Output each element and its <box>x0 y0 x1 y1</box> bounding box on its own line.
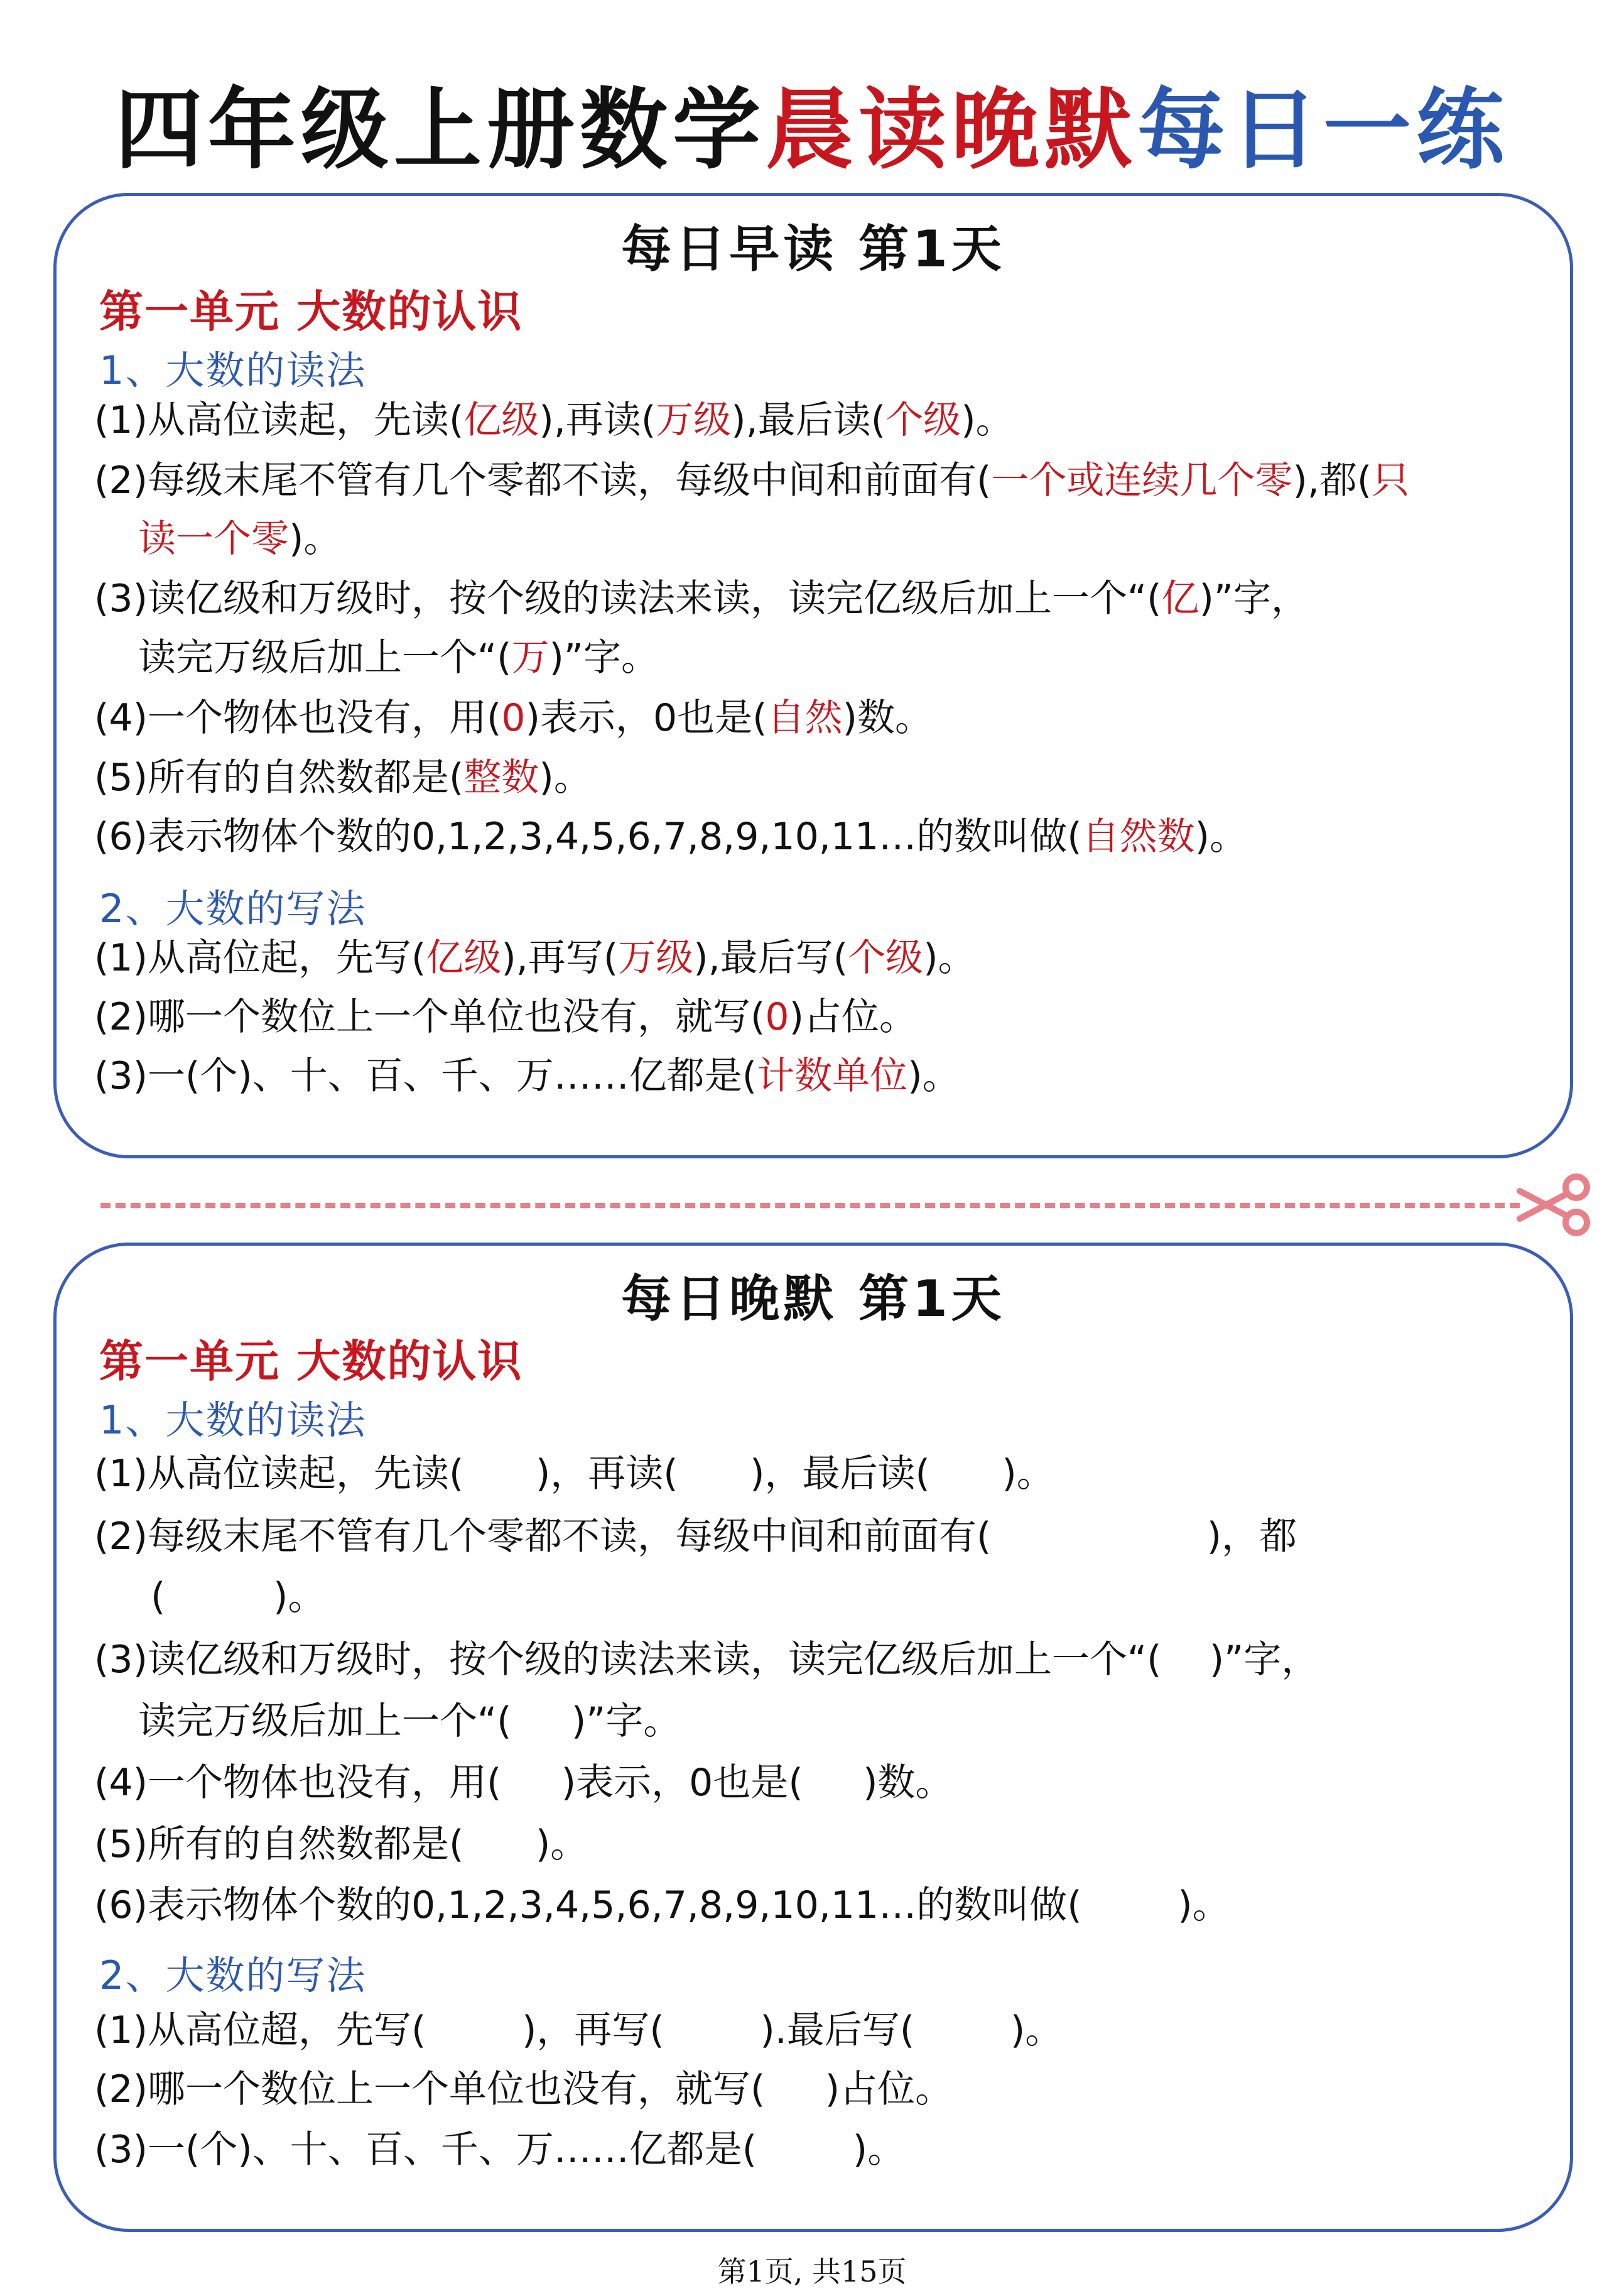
answer: 万级 <box>618 936 694 980</box>
answer: 0 <box>501 696 526 740</box>
evening-section-reading: 1、大数的读法 <box>99 1397 367 1443</box>
page-title <box>0 60 1624 186</box>
morning-rule-4: (4)一个物体也没有，用(0)表示，0也是(自然)数。 <box>94 696 933 740</box>
page-footer: 第1页, 共15页 <box>717 2255 907 2288</box>
scissors-icon <box>1513 1173 1595 1236</box>
evening-rule-4: (4)一个物体也没有，用( )表示，0也是( )数。 <box>94 1761 953 1805</box>
morning-section-reading: 1、大数的读法 <box>99 347 367 393</box>
answer: 整数 <box>463 756 539 800</box>
evening-write-1: (1)从高位超，先写( )，再写( ).最后写( )。 <box>94 2008 1063 2052</box>
answer: 万级 <box>656 398 732 442</box>
answer: 亿级 <box>463 398 539 442</box>
morning-rule-2-cont: 读一个零)。 <box>138 517 342 561</box>
morning-rule-6: (6)表示物体个数的0,1,2,3,4,5,6,7,8,9,10,11…的数叫做(自然数)。 <box>94 815 1248 859</box>
morning-rule-5: (5)所有的自然数都是(整数)。 <box>94 756 592 800</box>
answer: 一个或连续几个零 <box>991 459 1293 503</box>
evening-write-2: (2)哪一个数位上一个单位也没有，就写( )占位。 <box>94 2067 953 2111</box>
evening-recall-card <box>53 1243 1573 2232</box>
morning-unit-title: 第一单元 大数的认识 <box>99 286 523 337</box>
evening-rule-2: (2)每级末尾不管有几个零都不读，每级中间和前面有( )，都 <box>94 1515 1297 1559</box>
morning-write-3: (3)一(个)、十、百、千、万……亿都是(计数单位)。 <box>94 1054 960 1098</box>
morning-card-title: 每日早读 第1天 <box>621 220 1005 278</box>
evening-unit-title: 第一单元 大数的认识 <box>99 1336 523 1387</box>
evening-rule-6: (6)表示物体个数的0,1,2,3,4,5,6,7,8,9,10,11…的数叫做( )。 <box>94 1883 1230 1927</box>
evening-rule-5: (5)所有的自然数都是( )。 <box>94 1822 588 1866</box>
title-part3: 每日一练 <box>1137 79 1510 182</box>
evening-rule-3: (3)读亿级和万级时，按个级的读法来读，读完亿级后加上一个“( )”字， <box>94 1638 1319 1682</box>
answer: 0 <box>765 995 789 1039</box>
answer: 亿 <box>1161 577 1199 621</box>
morning-reading-card <box>53 193 1573 1158</box>
morning-section-writing: 2、大数的写法 <box>99 886 367 932</box>
morning-rule-3-cont: 读完万级后加上一个“(万)”字。 <box>138 636 659 680</box>
answer: 计数单位 <box>757 1054 908 1098</box>
evening-rule-1: (1)从高位读起，先读( )，再读( )，最后读( )。 <box>94 1452 1054 1496</box>
answer: 个级 <box>885 398 961 442</box>
evening-rule-3-cont: 读完万级后加上一个“( )”字。 <box>138 1699 681 1743</box>
evening-section-writing: 2、大数的写法 <box>99 1952 367 1998</box>
evening-write-3: (3)一(个)、十、百、千、万……亿都是( )。 <box>94 2128 906 2172</box>
morning-rule-2: (2)每级末尾不管有几个零都不读，每级中间和前面有(一个或连续几个零),都(只 <box>94 459 1410 503</box>
morning-write-2: (2)哪一个数位上一个单位也没有，就写(0)占位。 <box>94 995 918 1039</box>
answer: 读一个零 <box>138 517 289 561</box>
cut-line <box>100 1203 1520 1208</box>
title-part1: 四年级上册数学 <box>114 79 766 182</box>
title-part2: 晨读晚默 <box>765 79 1137 182</box>
answer: 个级 <box>848 936 924 980</box>
answer: 万 <box>511 636 549 680</box>
evening-card-title: 每日晚默 第1天 <box>621 1270 1005 1328</box>
answer: 自然数 <box>1081 815 1195 859</box>
answer: 亿级 <box>426 936 502 980</box>
morning-write-1: (1)从高位起，先写(亿级),再写(万级),最后写(个级)。 <box>94 936 976 980</box>
evening-rule-2-cont: ( )。 <box>151 1575 326 1619</box>
morning-rule-3: (3)读亿级和万级时，按个级的读法来读，读完亿级后加上一个“(亿)”字， <box>94 577 1309 621</box>
morning-rule-1: (1)从高位读起，先读(亿级),再读(万级),最后读(个级)。 <box>94 398 1014 442</box>
answer: 只 <box>1372 459 1410 503</box>
answer: 自然 <box>767 696 843 740</box>
